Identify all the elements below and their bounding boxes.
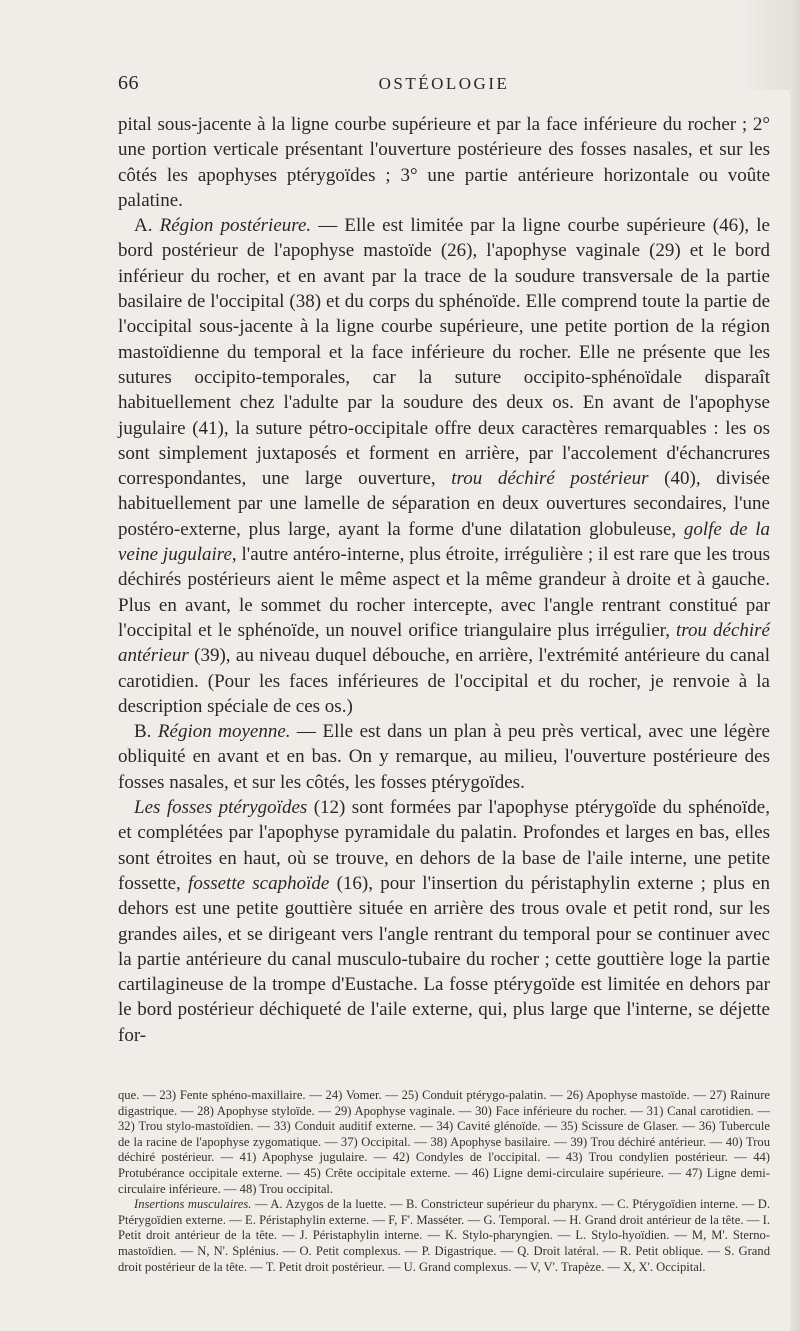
- page-number: 66: [118, 72, 139, 94]
- term-trou-dechire-posterieur: trou déchiré postérieur: [451, 468, 649, 490]
- paragraph-continued: pital sous-jacente à la ligne courbe supérieure et par la face inférieure du rocher ; 2° une portion verticale présentant l'ouverture postérieure des fosses nasales, et sur les côtés les apophyses ptérygoïdes ; 3° une partie antérieure horizontale ou voûte palatine.: [118, 114, 770, 211]
- term-trou-dechire-anterieur: trou déchiré antérieur: [118, 619, 770, 667]
- page-edge-shadow: [790, 0, 800, 1331]
- body-text: [118, 112, 770, 1048]
- figure-legend: [118, 1088, 770, 1275]
- legend-muscle-insertions: Insertions musculaires. — A. Azygos de la luette. — B. Constricteur supérieur du pharynx. — C. Ptérygoïdien interne. — D. Ptérygoïdien externe. — E. Péristaphylin externe. — F, F'. Masséter. — G. Temporal. — H. Grand droit antérieur de la tête. — I. Petit droit antérieur de la tête. — J. Péristaphylin interne. — K. Stylo-pharyngien. — L. Stylo-hyoïdien. — M, M'. Sterno-mastoïdien. — N, N'. Splénius. — O. Petit complexus. — P. Digastrique. — Q. Droit latéral. — R. Petit oblique. — S. Grand droit postérieur de la tête. — T. Petit droit postérieur. — U. Grand complexus. — V, V'. Trapèze. — X, X'. Occipital.: [118, 1197, 770, 1274]
- term-golfe-veine-jugulaire: golfe de la veine jugulaire: [118, 518, 771, 566]
- paragraph-region-posterior: A. Région postérieure. — Elle est limitée par la ligne courbe supérieure (46), le bord postérieur de l'apophyse mastoïde (26), l'apophyse vaginale (29) et le bord inférieur du rocher, et en avant par la trace de la soudure transversale de la partie basilaire de l'occipital (38) et du corps du sphénoïde. Elle comprend toute la partie de l'occipital sous-jacente à la ligne courbe supérieure, une petite portion de la région mastoïdienne du temporal et la face inférieure du rocher. Elle ne présente que les sutures occipito-temporales, car la suture occipito-sphénoïdale disparaît habituellement chez l'adulte par la soudure des deux os. En avant de l'apophyse jugulaire (41), la suture pétro-occipitale offre deux caractères remarquables : les os sont simplement juxtaposés et forment en arrière, par l'accolement d'échancrures correspondantes, une large ouverture, trou déchiré postérieur (40), divisée habituellement par une lamelle de séparation en deux ouvertures secondaires, l'une postéro-externe, plus large, ayant la forme d'une dilatation globuleuse, golfe de la veine jugulaire, l'autre antéro-interne, plus étroite, irrégulière ; il est rare que les trous déchirés postérieurs aient le même aspect et la même grandeur à droite et à gauche. Plus en avant, le sommet du rocher intercepte, avec l'angle rentrant constitué par l'occipital et le sphénoïde, un nouvel orifice triangulaire plus irrégulier, trou déchiré antérieur (39), au niveau duquel débouche, en arrière, l'extrémité antérieure du canal carotidien. (Pour les faces inférieures de l'occipital et du rocher, je renvoie à la description spéciale de ces os.): [118, 215, 771, 717]
- term-fossette-scaphoide: fossette scaphoïde: [188, 872, 330, 894]
- paragraph-region-moyenne: B. Région moyenne. — Elle est dans un plan à peu près vertical, avec une légère obliquité en avant et en bas. On y remarque, au milieu, l'ouverture postérieure des fosses nasales, et sur les côtés, les fosses ptérygoïdes.: [118, 721, 770, 793]
- section-heading-region-posterior: Région postérieure.: [159, 215, 312, 237]
- running-head: OSTÉOLOGIE: [378, 74, 510, 93]
- page-header: [118, 72, 770, 96]
- legend-anatomy-list: que. — 23) Fente sphéno-maxillaire. — 24) Vomer. — 25) Conduit ptérygo-palatin. — 26) Apophyse mastoïde. — 27) Rainure digastrique. — 28) Apophyse styloïde. — 29) Apophyse vaginale. — 30) Face inférieure du rocher. — 31) Canal carotidien. — 32) Trou stylo-mastoïdien. — 33) Conduit auditif externe. — 34) Cavité glénoïde. — 35) Scissure de Glaser. — 36) Tubercule de la racine de l'apophyse zygomatique. — 37) Occipital. — 38) Apophyse basilaire. — 39) Trou déchiré antérieur. — 40) Trou déchiré postérieur. — 41) Apophyse jugulaire. — 42) Condyles de l'occipital. — 43) Trou condylien postérieur. — 44) Protubérance occipitale externe. — 45) Crête occipitale externe. — 46) Ligne demi-circulaire supérieure. — 47) Ligne demi-circulaire inférieure. — 48) Trou occipital.: [118, 1088, 770, 1196]
- paragraph-fosses-pterygoides: Les fosses ptérygoïdes (12) sont formées par l'apophyse ptérygoïde du sphénoïde, et complétées par l'apophyse pyramidale du palatin. Profondes et larges en bas, elles sont étroites en haut, où se trouve, en dehors de la base de l'aile interne, une petite fossette, fossette scaphoïde (16), pour l'insertion du péristaphylin externe ; plus en dehors est une petite gouttière située en arrière des trous ovale et petit rond, sur les grandes ailes, et se dirigeant vers l'angle rentrant du temporal pour se continuer avec la partie antérieure du canal musculo-tubaire du rocher ; cette gouttière loge la partie cartilagineuse de la trompe d'Eustache. La fosse ptérygoïde est limitée en dehors par le bord postérieur déchiqueté de l'aile externe, qui, plus large que l'interne, se déjette for-: [118, 797, 770, 1046]
- term-fosses-pterygoides: Les fosses ptérygoïdes: [134, 797, 308, 819]
- legend-heading-insertions: Insertions musculaires.: [134, 1197, 252, 1212]
- section-heading-region-moyenne: Région moyenne.: [157, 721, 291, 743]
